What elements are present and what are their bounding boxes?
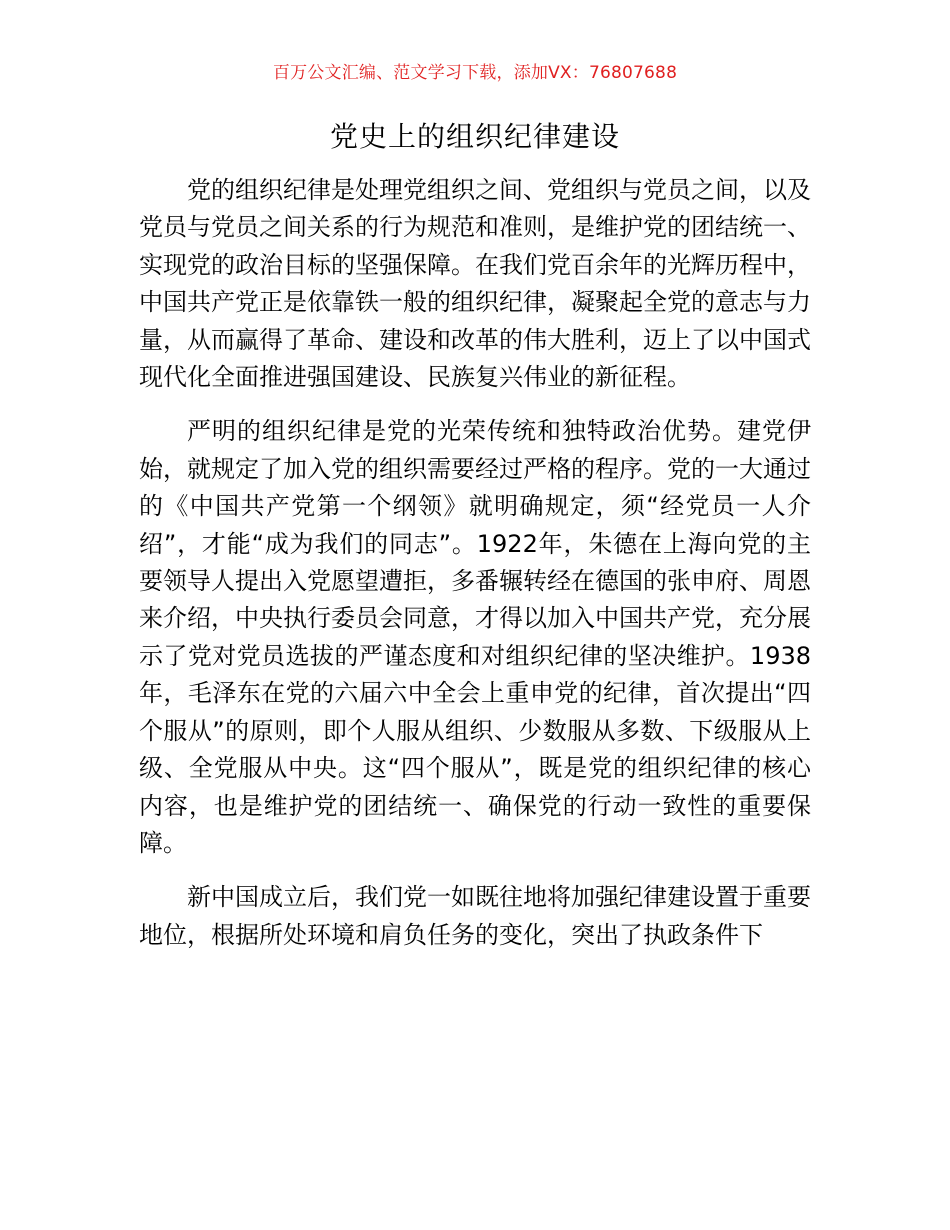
article-body — [139, 172, 811, 971]
page-title: 党史上的组织纪律建设 — [329, 120, 620, 153]
paragraph: 严明的组织纪律是党的光荣传统和独特政治优势。建党伊始，就规定了加入党的组织需要经过严格的程序。党的一大通过的《中国共产党第一个纲领》就明确规定，须“经党员一人介绍”，才能“成为我们的同志”。1922年，朱德在上海向党的主要领导人提出入党愿望遭拒，多番辗转经在德国的张申府、周恩来介绍，中央执行委员会同意，才得以加入中国共产党，充分展示了党对党员选拔的严谨态度和对组织纪律的坚决维护。1938年，毛泽东在党的六届六中全会上重申党的纪律，首次提出“四个服从”的原则，即个人服从组织、少数服从多数、下级服从上级、全党服从中央。这“四个服从”，既是党的组织纪律的核心内容，也是维护党的团结统一、确保党的行动一致性的重要保障。 — [139, 417, 811, 857]
paragraph: 党的组织纪律是处理党组织之间、党组织与党员之间，以及党员与党员之间关系的行为规范和准则，是维护党的团结统一、实现党的政治目标的坚强保障。在我们党百余年的光辉历程中，中国共产党正是依靠铁一般的组织纪律，凝聚起全党的意志与力量，从而赢得了革命、建设和改革的伟大胜利，迈上了以中国式现代化全面推进强国建设、民族复兴伟业的新征程。 — [139, 176, 811, 392]
paragraph: 新中国成立后，我们党一如既往地将加强纪律建设置于重要地位，根据所处环境和肩负任务的变化，突出了执政条件下 — [139, 883, 811, 949]
header-note: 百万公文汇编、范文学习下载，添加VX：76807688 — [272, 63, 678, 83]
